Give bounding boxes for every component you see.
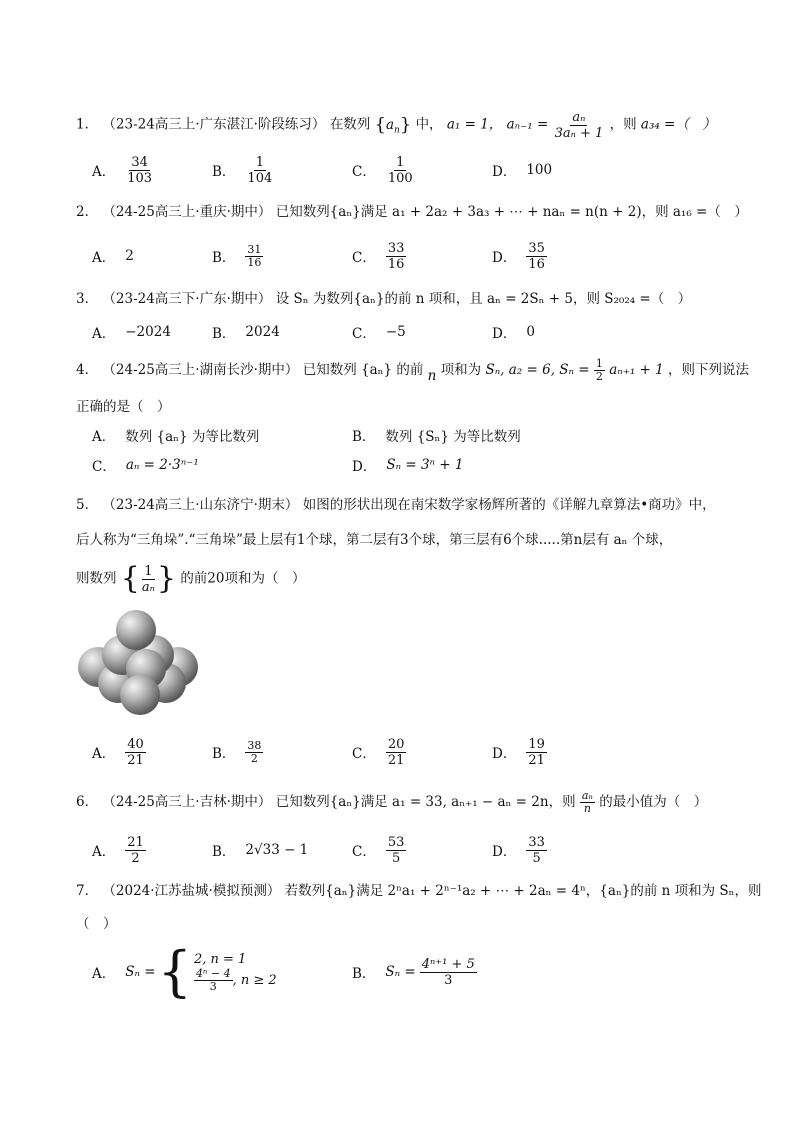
question-text: 的前20项和为（ ） <box>180 570 306 587</box>
question-text: 已知数列{aₙ}满足 a₁ = 33, aₙ₊₁ − aₙ = 2n，则 <box>275 794 576 810</box>
option-b[interactable] <box>212 236 263 276</box>
variable-n: n <box>427 368 437 384</box>
fraction-denominator: 21 <box>127 752 144 768</box>
fraction-numerator: 21 <box>127 834 144 850</box>
option-value: 2√33 − 1 <box>245 842 309 858</box>
question-1 <box>76 108 736 142</box>
options-q2 <box>92 236 732 276</box>
fraction-numerator: 1 <box>255 154 264 170</box>
option-value: −2024 <box>125 324 171 340</box>
options-q3 <box>92 312 732 352</box>
fraction-numerator: 34 <box>131 154 148 170</box>
option-c[interactable] <box>92 450 199 480</box>
option-b[interactable] <box>212 830 308 870</box>
question-text: 在数列 <box>329 116 371 133</box>
question-source: （23-24高三下·广东·期中） <box>102 291 272 307</box>
fraction-numerator: aₙ <box>581 789 593 802</box>
option-label: B． <box>212 746 236 762</box>
piecewise-cases <box>194 952 277 993</box>
fraction-numerator: 1 <box>144 563 153 579</box>
question-text-line3: 则数列 { $\frac{1}{\text{aₙ}}$ } 的前20项和为（ ） <box>76 561 306 596</box>
option-value: 数列 {aₙ} 为等比数列 <box>125 429 260 445</box>
question-text-line2: 正确的是（ ） <box>76 399 171 415</box>
option-label: D． <box>492 746 517 762</box>
question-2 <box>76 201 748 223</box>
option-b[interactable] <box>212 732 263 772</box>
option-label: C． <box>92 459 116 475</box>
question-number: 4． <box>76 362 99 378</box>
sequence-symbol: $\{a_n\}$ <box>374 114 412 136</box>
fraction-numerator: 4ⁿ⁺¹ + 5 <box>421 956 475 972</box>
option-value: −5 <box>385 324 406 340</box>
fraction-denominator: 21 <box>387 752 405 768</box>
option-a[interactable] <box>92 312 171 352</box>
question-3 <box>76 288 736 310</box>
option-value: Sₙ = 3ⁿ + 1 <box>386 457 464 473</box>
question-source: （23-24高三上·山东济宁·期末） <box>102 497 299 513</box>
option-label: D． <box>352 459 377 475</box>
question-number: 3． <box>76 291 99 307</box>
question-text: 若数列{aₙ}满足 2ⁿa₁ + 2ⁿ⁻¹a₂ + ⋯ + 2aₙ = 4ⁿ，{aₙ}的前 n 项和为 Sₙ，则 <box>284 883 762 899</box>
option-a[interactable] <box>92 236 134 276</box>
fraction-denominator: 103 <box>127 170 153 186</box>
fraction-numerator: 19 <box>528 736 545 752</box>
fraction-denominator: 16 <box>387 256 405 272</box>
condition: Sₙ, a₂ = 6, Sₙ = <box>485 362 590 378</box>
option-a[interactable]: A． Sₙ = { 2, n = 1 $\frac{\text{4ⁿ − 4}}{3}$ , n ≥ 2 <box>92 940 277 1003</box>
fraction-denominator: 104 <box>247 170 273 186</box>
question-7 <box>76 880 762 902</box>
option-d[interactable] <box>492 150 552 190</box>
target-term: a₃₄ =（ ） <box>640 116 716 133</box>
fraction-numerator: 35 <box>528 240 545 256</box>
option-label: C． <box>352 164 376 180</box>
condition-fraction <box>594 358 605 383</box>
question-text: 已知数列 {aₙ} 的前 <box>302 362 424 378</box>
question-text: 则数列 <box>76 570 117 587</box>
option-d[interactable] <box>492 236 547 276</box>
fraction-denominator: 16 <box>247 255 262 269</box>
condition: a₁ = 1， <box>446 116 503 133</box>
question-number: 7． <box>76 883 99 899</box>
option-label: A． <box>92 164 116 180</box>
question-4 <box>76 357 750 384</box>
question-source: （24-25高三上·重庆·期中） <box>102 204 272 220</box>
option-b[interactable] <box>212 312 280 352</box>
options-q1 <box>92 150 732 190</box>
option-c[interactable] <box>352 732 406 772</box>
fraction-denominator: 2 <box>595 370 603 383</box>
option-d[interactable] <box>492 830 547 870</box>
option-label: C． <box>352 844 376 860</box>
option-lhs: Sₙ = <box>125 964 156 980</box>
fraction-numerator: 38 <box>247 738 262 752</box>
fraction-denominator: 100 <box>387 170 413 186</box>
option-label: D． <box>492 250 517 266</box>
question-text: ，则下列说法 <box>668 362 750 378</box>
option-a[interactable] <box>92 732 146 772</box>
option-c[interactable] <box>352 150 415 190</box>
fraction-denominator: aₙ <box>141 579 155 595</box>
fraction-denominator: 5 <box>532 850 541 866</box>
fraction-numerator: 1 <box>396 154 405 170</box>
option-a[interactable] <box>92 150 154 190</box>
option-label: B． <box>352 966 376 982</box>
fraction-denominator: 3 <box>209 979 217 993</box>
question-number: 2． <box>76 204 99 220</box>
option-d[interactable] <box>352 450 464 480</box>
case-1: 2, n = 1 <box>193 951 247 967</box>
question-text: 项和为 <box>440 362 482 378</box>
option-a[interactable] <box>92 420 259 450</box>
option-label: B． <box>352 429 376 445</box>
options-q7 <box>92 940 732 1004</box>
recurrence-lhs: aₙ₋₁ = <box>506 116 549 133</box>
option-label: B． <box>212 164 236 180</box>
options-q6 <box>92 830 732 870</box>
fraction-numerator: 20 <box>387 736 405 752</box>
option-value: 100 <box>526 162 553 178</box>
fraction-denominator: 2 <box>250 751 258 765</box>
fraction-denominator: 2 <box>131 850 140 866</box>
question-6 <box>76 790 736 815</box>
option-label: D． <box>492 326 517 342</box>
fraction-numerator: 4ⁿ − 4 <box>195 966 231 980</box>
question-text-line2: （ ） <box>76 916 117 932</box>
condition-tail: aₙ₊₁ + 1 <box>609 362 664 378</box>
question-text: 已知数列{aₙ}满足 a₁ + 2a₂ + 3a₃ + ⋯ + naₙ = n(n + 2)，则 a₁₆ =（ ） <box>275 204 748 220</box>
option-label: A． <box>92 429 116 445</box>
triangular-pile-figure <box>74 605 204 715</box>
option-label: A． <box>92 966 116 982</box>
fraction-denominator: 5 <box>391 850 401 866</box>
question-text: 设 Sₙ 为数列{aₙ}的前 n 项和，且 aₙ = 2Sₙ + 5，则 S₂₀₂₄ =（ ） <box>275 291 692 307</box>
recurrence-fraction <box>553 110 606 141</box>
option-label: A． <box>92 746 116 762</box>
question-number: 1． <box>76 116 99 133</box>
option-label: C． <box>352 250 376 266</box>
fraction-numerator: 40 <box>127 736 144 752</box>
option-label: A． <box>92 844 116 860</box>
question-text: ，则 <box>609 116 637 133</box>
question-text: 中， <box>415 116 443 133</box>
option-label: C． <box>352 326 376 342</box>
fraction-denominator: 21 <box>528 752 545 768</box>
option-b[interactable] <box>212 150 274 190</box>
fraction-numerator: 53 <box>387 834 405 850</box>
option-value: 2 <box>125 248 134 264</box>
option-c[interactable] <box>352 830 406 870</box>
option-c[interactable] <box>352 236 406 276</box>
option-a[interactable] <box>92 830 146 870</box>
fraction-numerator: aₙ <box>572 109 586 125</box>
question-source: （24-25高三上·吉林·期中） <box>102 794 272 810</box>
options-q5 <box>92 732 732 772</box>
fraction-numerator: 31 <box>247 242 262 256</box>
option-b[interactable] <box>352 420 521 450</box>
option-label: B． <box>212 844 236 860</box>
option-label: C． <box>352 746 376 762</box>
case-2 <box>194 968 277 993</box>
option-b[interactable] <box>352 940 477 1004</box>
question-text: 如图的形状出现在南宋数学家杨辉所著的《详解九章算法•商功》中， <box>302 497 716 513</box>
question-source: （2024·江苏盐城·模拟预测） <box>102 883 281 899</box>
option-label: B． <box>212 326 236 342</box>
option-value: 数列 {Sₙ} 为等比数列 <box>385 429 521 445</box>
fraction-denominator: 16 <box>528 256 545 272</box>
option-label: A． <box>92 326 116 342</box>
case-2-condition: , n ≥ 2 <box>232 972 277 988</box>
fraction-numerator: 33 <box>528 834 545 850</box>
option-label: D． <box>492 844 517 860</box>
options-q4 <box>92 420 732 480</box>
option-label: B． <box>212 250 236 266</box>
fraction-numerator: 33 <box>387 240 405 256</box>
question-number: 6． <box>76 794 99 810</box>
question-source: （24-25高三上·湖南长沙·期中） <box>102 362 299 378</box>
option-value: aₙ = 2·3ⁿ⁻¹ <box>125 457 199 473</box>
question-5 <box>76 494 736 516</box>
question-source: （23-24高三上·广东湛江·阶段练习） <box>102 116 326 133</box>
question-number: 5． <box>76 497 99 513</box>
option-label: D． <box>492 164 517 180</box>
fraction-denominator: 3aₙ + 1 <box>554 125 604 141</box>
option-lhs: Sₙ = <box>385 964 416 980</box>
question-text: 的最小值为（ ） <box>599 794 708 810</box>
option-d[interactable] <box>492 732 547 772</box>
question-text-line2: 后人称为“三角垛”.“三角垛”最上层有1个球，第二层有3个球，第三层有6个球.....第n层有 aₙ 个球， <box>76 532 673 548</box>
option-label: A． <box>92 250 116 266</box>
option-d[interactable] <box>492 312 535 352</box>
option-c[interactable] <box>352 312 406 352</box>
fraction-denominator: 3 <box>444 972 453 988</box>
fraction-numerator: 1 <box>595 357 603 370</box>
fraction-denominator: n <box>583 802 591 815</box>
option-value: 0 <box>526 324 535 340</box>
option-value: 2024 <box>245 324 280 340</box>
